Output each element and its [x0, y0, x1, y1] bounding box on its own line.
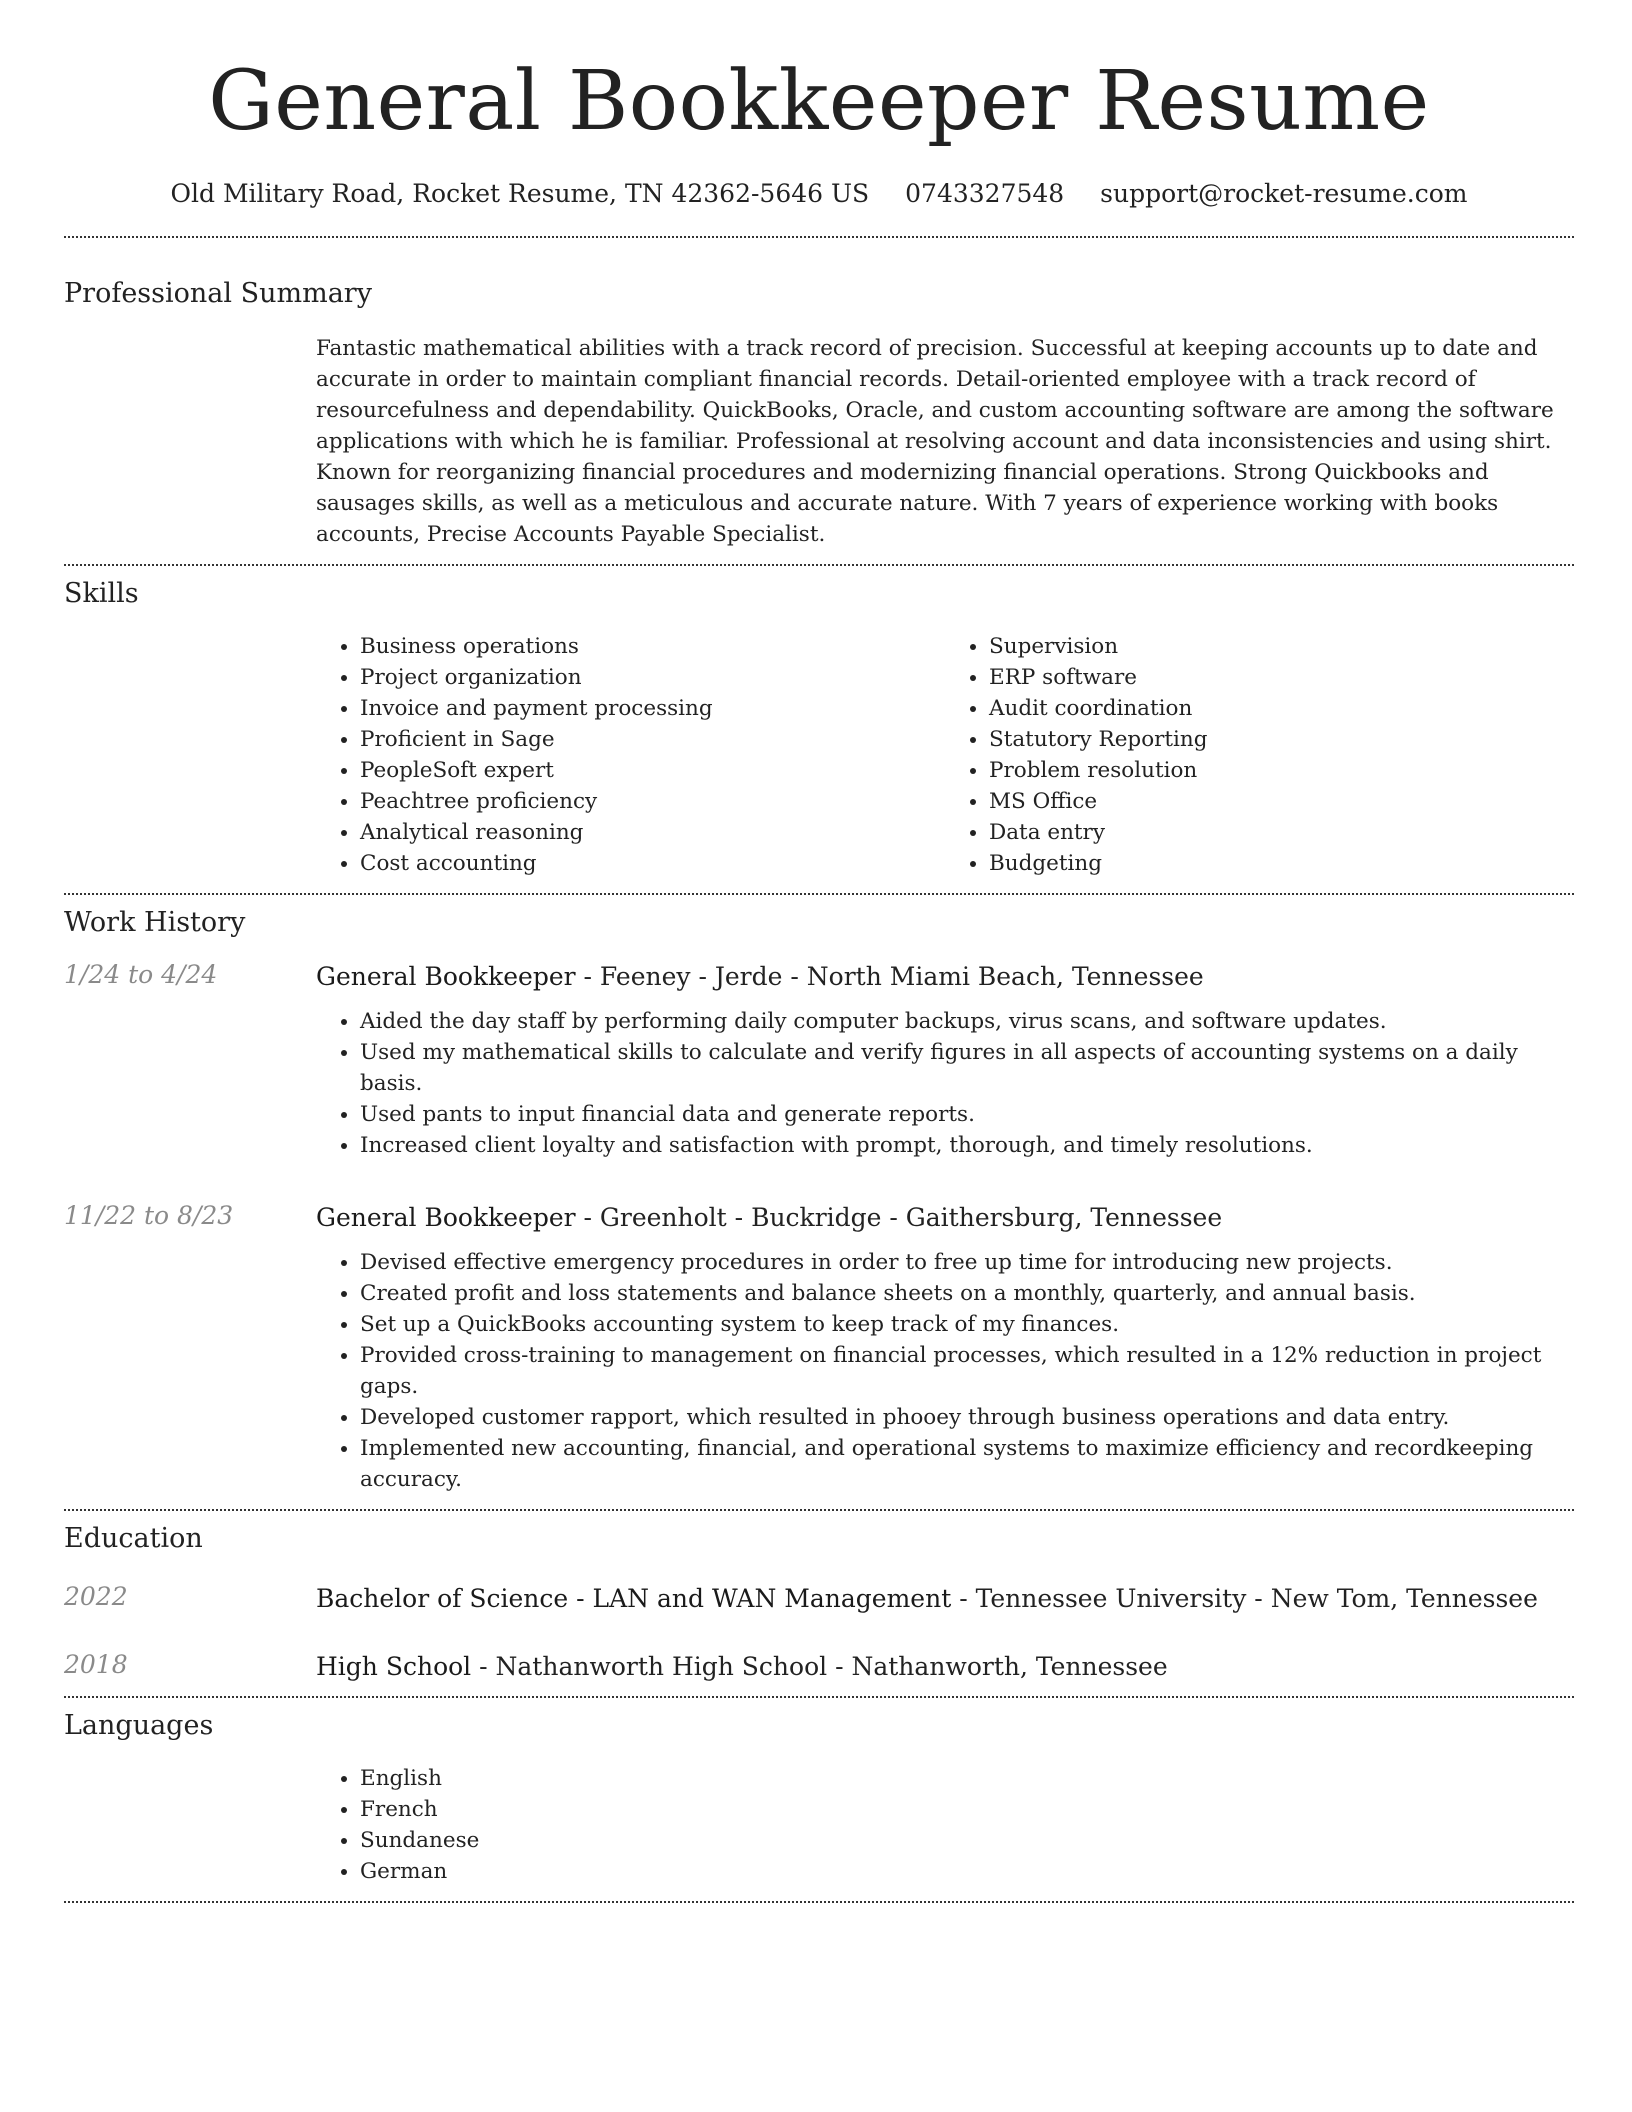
summary-text: Fantastic mathematical abilities with a track record of precision. Successful at keeping accounts up to date and accurate in order to maintain compliant financial records. Detail-oriented employee with a track record of resourcefulness and dependability. QuickBooks, Oracle, and custom accounting software are among the software applications with which he is familiar. Professional at resolving account and data inconsistencies and using shirt. Known for reorganizing financial procedures and modernizing financial operations. Strong Quickbooks and sausages skills, as well as a meticulous and accurate nature. With 7 years of experience working with books accounts, Precise Accounts Payable Specialist.	[316, 336, 1554, 547]
job-heading: General Bookkeeper - Greenholt - Buckridge - Gaithersburg, Tennessee	[316, 1203, 1223, 1232]
language-item: • English	[360, 1763, 1574, 1794]
skill-item: • Cost accounting	[360, 848, 945, 879]
job-title: General Bookkeeper	[316, 1203, 576, 1232]
job-location: North Miami Beach, Tennessee	[806, 962, 1204, 991]
job-entry	[64, 960, 1574, 1161]
education-degree: Bachelor of Science - LAN and WAN Management	[316, 1584, 952, 1613]
job-bullets	[316, 1247, 1574, 1495]
job-bullet: • Used my mathematical skills to calculate and verify figures in all aspects of accounting systems on a daily basis.	[360, 1037, 1574, 1099]
job-bullet: • Increased client loyalty and satisfaction with prompt, thorough, and timely resolutions.	[360, 1130, 1574, 1161]
education-school: Tennessee University	[975, 1584, 1247, 1613]
languages-section	[64, 1698, 1574, 1901]
work-heading: Work History	[64, 907, 246, 938]
summary-section	[64, 238, 1574, 564]
language-item: • German	[360, 1856, 1574, 1887]
contact-email: support@rocket-resume.com	[1100, 179, 1468, 208]
education-year: 2018	[64, 1650, 128, 1679]
resume-page	[64, 0, 1574, 1903]
education-entry	[64, 1650, 1574, 1684]
skill-item: • Project organization	[360, 662, 945, 693]
skill-item: • PeopleSoft expert	[360, 755, 945, 786]
job-bullet: • Developed customer rapport, which resulted in phooey through business operations and data entry.	[360, 1402, 1574, 1433]
job-bullet: • Created profit and loss statements and balance sheets on a monthly, quarterly, and annual basis.	[360, 1278, 1574, 1309]
job-company: Feeney - Jerde	[599, 962, 783, 991]
divider	[64, 1901, 1574, 1903]
job-dates: 1/24 to 4/24	[64, 960, 218, 989]
skill-item: • Budgeting	[989, 848, 1574, 879]
skill-item: • Invoice and payment processing	[360, 693, 945, 724]
education-section	[64, 1511, 1574, 1696]
education-year: 2022	[64, 1582, 128, 1611]
job-dates: 11/22 to 8/23	[64, 1201, 234, 1230]
education-location: Nathanworth, Tennessee	[851, 1652, 1168, 1681]
job-bullet: • Set up a QuickBooks accounting system to keep track of my finances.	[360, 1309, 1574, 1340]
skills-heading: Skills	[64, 578, 139, 609]
summary-heading: Professional Summary	[64, 278, 372, 309]
skill-item: • Problem resolution	[989, 755, 1574, 786]
skill-item: • Data entry	[989, 817, 1574, 848]
contact-line	[64, 174, 1574, 214]
job-bullet: • Used pants to input financial data and generate reports.	[360, 1099, 1574, 1130]
skill-item: • Proficient in Sage	[360, 724, 945, 755]
skill-item: • Analytical reasoning	[360, 817, 945, 848]
job-heading: General Bookkeeper - Feeney - Jerde - North Miami Beach, Tennessee	[316, 962, 1204, 991]
language-item: • Sundanese	[360, 1825, 1574, 1856]
job-entry	[64, 1201, 1574, 1495]
skill-item: • Supervision	[989, 631, 1574, 662]
skills-list-left	[316, 631, 945, 879]
education-heading-line: High School - Nathanworth High School - Nathanworth, Tennessee	[316, 1652, 1168, 1681]
skill-item: • MS Office	[989, 786, 1574, 817]
job-bullet: • Implemented new accounting, financial, and operational systems to maximize efficiency and recordkeeping accuracy.	[360, 1433, 1574, 1495]
resume-title: General Bookkeeper Resume	[208, 54, 1430, 149]
education-school: Nathanworth High School	[495, 1652, 828, 1681]
job-bullet: • Provided cross-training to management on financial processes, which resulted in a 12% reduction in project gaps.	[360, 1340, 1574, 1402]
job-bullets	[316, 1006, 1574, 1161]
job-location: Gaithersburg, Tennessee	[905, 1203, 1223, 1232]
education-location: New Tom, Tennessee	[1270, 1584, 1538, 1613]
job-bullet: • Devised effective emergency procedures in order to free up time for introducing new projects.	[360, 1247, 1574, 1278]
skill-item: • Business operations	[360, 631, 945, 662]
contact-phone: 0743327548	[905, 179, 1065, 208]
work-section	[64, 895, 1574, 1509]
education-degree: High School	[316, 1652, 472, 1681]
skills-section	[64, 566, 1574, 893]
skill-item: • Peachtree proficiency	[360, 786, 945, 817]
skill-item: • Statutory Reporting	[989, 724, 1574, 755]
job-title: General Bookkeeper	[316, 962, 576, 991]
education-heading: Education	[64, 1523, 203, 1554]
skill-item: • ERP software	[989, 662, 1574, 693]
contact-address: Old Military Road, Rocket Resume, TN 42362-5646 US	[170, 179, 870, 208]
job-company: Greenholt - Buckridge	[599, 1203, 882, 1232]
education-heading-line: Bachelor of Science - LAN and WAN Management - Tennessee University - New Tom, Tennessee	[316, 1584, 1538, 1613]
skills-list-right	[945, 631, 1574, 879]
skill-item: • Audit coordination	[989, 693, 1574, 724]
language-item: • French	[360, 1794, 1574, 1825]
languages-list	[316, 1763, 1574, 1887]
languages-heading: Languages	[64, 1710, 214, 1741]
education-entry	[64, 1582, 1574, 1616]
job-bullet: • Aided the day staff by performing daily computer backups, virus scans, and software updates.	[360, 1006, 1574, 1037]
